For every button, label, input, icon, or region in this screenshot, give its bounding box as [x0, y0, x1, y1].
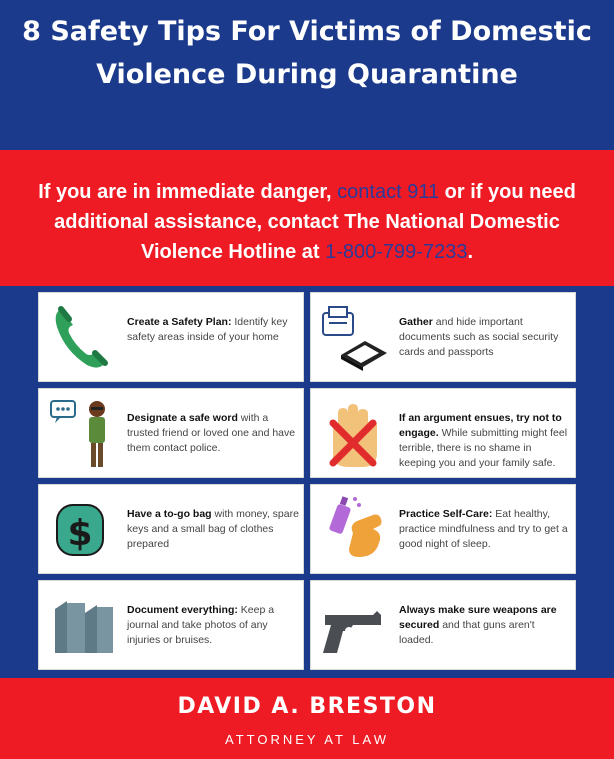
firm-name: DAVID A. BRESTON [177, 694, 437, 719]
stop-hand-icon [319, 397, 391, 471]
tip-text [127, 507, 299, 552]
phone-icon [47, 301, 119, 375]
footer [0, 678, 614, 759]
tip-body: and that guns aren't loaded. [399, 619, 535, 646]
danger-text-3: . [467, 241, 474, 263]
tips-grid [32, 290, 582, 672]
tip-heading: Create a Safety Plan: [127, 316, 232, 328]
person-speech-icon [47, 397, 119, 471]
danger-text-2: or if you need additional assistance, contact The National Domestic Violence Hotline at [54, 181, 576, 263]
danger-text-1: If you are in immediate danger, [38, 181, 338, 203]
tip-body: and hide important documents such as social security cards and passports [399, 316, 559, 358]
self-care-icon [319, 493, 391, 567]
tip-card-safety-plan [38, 292, 304, 382]
tip-body: with a trusted friend or loved one and have them contact police. [127, 412, 296, 454]
tip-heading: Document everything: [127, 604, 238, 616]
tip-card-weapons [310, 580, 576, 670]
tip-card-argument [310, 388, 576, 478]
tip-body: Keep a journal and take photos of any injuries or bruises. [127, 604, 275, 646]
tip-card-to-go-bag [38, 484, 304, 574]
header [0, 0, 614, 150]
tip-text [127, 315, 299, 345]
tip-card-safe-word [38, 388, 304, 478]
danger-banner [0, 150, 614, 286]
tip-text [127, 411, 299, 456]
tip-text [399, 411, 571, 471]
scanner-icon [319, 301, 391, 375]
tip-body: Eat healthy, practice mindfulness and try to get a good night of sleep. [399, 508, 568, 550]
tip-text [399, 603, 571, 648]
tip-text [127, 603, 299, 648]
tip-card-self-care [310, 484, 576, 574]
tip-body: with money, spare keys and a small bag of clothes prepared [127, 508, 299, 550]
contact-911-link[interactable]: contact 911 [337, 181, 440, 203]
tip-heading: Always make sure weapons are secured [399, 604, 557, 631]
gun-icon [319, 589, 391, 663]
tip-heading: Have a to-go bag [127, 508, 212, 520]
documents-icon [47, 589, 119, 663]
tip-heading: Gather [399, 316, 433, 328]
tip-text [399, 507, 571, 552]
danger-text [12, 177, 602, 267]
hotline-number-link[interactable]: 1-800-799-7233 [325, 241, 468, 263]
tip-heading: Designate a safe word [127, 412, 238, 424]
page-title: 8 Safety Tips For Victims of Domestic Violence During Quarantine [22, 16, 592, 90]
firm-role: ATTORNEY AT LAW [225, 732, 389, 747]
tip-card-gather-documents [310, 292, 576, 382]
tip-body: Identify key safety areas inside of your home [127, 316, 288, 343]
tip-heading: If an argument ensues, try not to engage. [399, 412, 562, 439]
money-bag-icon [47, 493, 119, 567]
tip-card-document [38, 580, 304, 670]
tip-heading: Practice Self-Care: [399, 508, 493, 520]
tip-text [399, 315, 571, 360]
tip-body: While submitting might feel terrible, there is no shame in keeping you and your family safe. [399, 427, 568, 469]
svg-text:$: $ [67, 513, 93, 554]
